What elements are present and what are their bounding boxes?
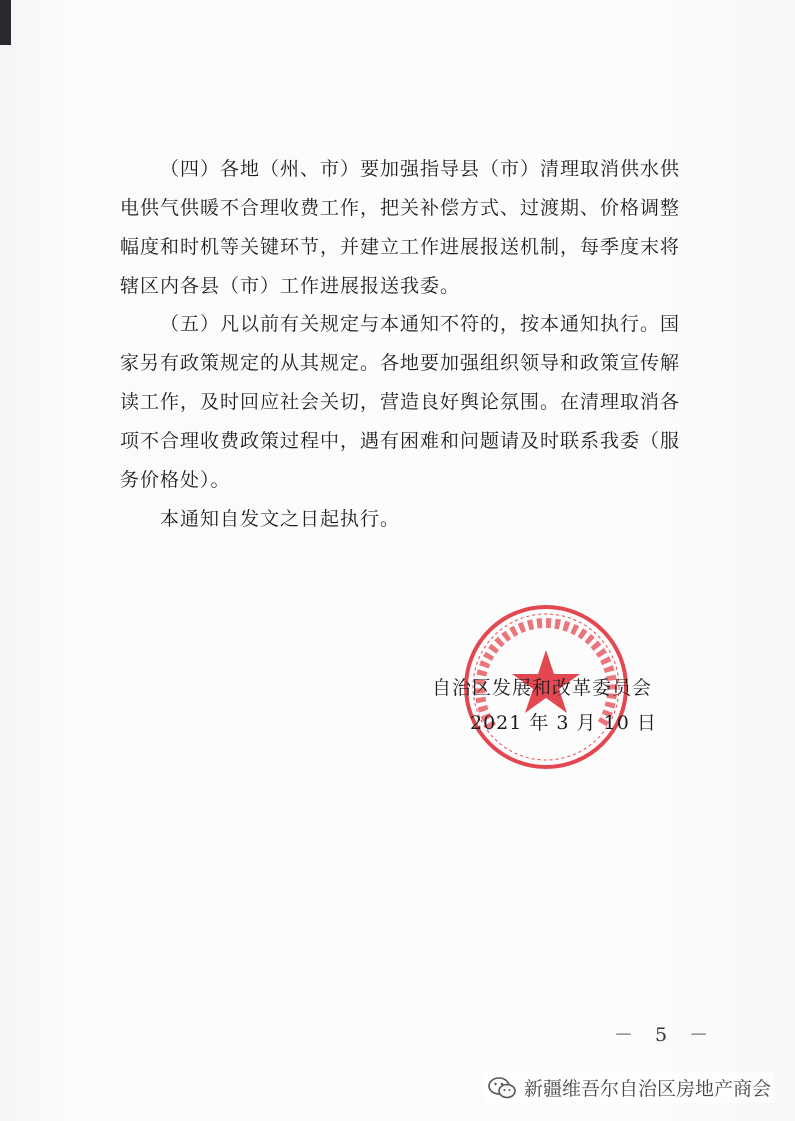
- paragraph-line: 幅度和时机等关键环节，并建立工作进展报送机制，每季度末将: [120, 236, 681, 258]
- paragraph-line: 读工作，及时回应社会关切，营造良好舆论氛围。在清理取消各: [120, 391, 681, 413]
- closing-line: 本通知自发文之日起执行。: [160, 508, 401, 530]
- paragraph-5: [120, 305, 710, 500]
- scan-edge-shadow: [0, 0, 11, 45]
- issue-date: 2021 年 3 月 10 日: [470, 712, 657, 734]
- paragraph-line: 项不合理收费政策过程中，遇有困难和问题请及时联系我委（服: [120, 430, 681, 452]
- page-number: － 5 －: [614, 1024, 717, 1046]
- wechat-watermark: [484, 1072, 775, 1103]
- paragraph-line: 辖区内各县（市）工作进展报送我委。: [120, 275, 461, 297]
- paragraph-4: [120, 150, 710, 306]
- watermark-text: 新疆维吾尔自治区房地产商会: [524, 1078, 772, 1100]
- paragraph-line: （四）各地（州、市）要加强指导县（市）清理取消供水供: [160, 158, 681, 180]
- closing-paragraph: [120, 500, 710, 539]
- wechat-icon: [488, 1077, 516, 1099]
- paragraph-line: 务价格处）。: [120, 469, 231, 491]
- issuer-signature: 自治区发展和改革委员会: [432, 677, 653, 699]
- paragraph-line: 家另有政策规定的从其规定。各地要加强组织领导和政策宣传解: [120, 352, 681, 374]
- paragraph-line: 电供气供暖不合理收费工作，把关补偿方式、过渡期、价格调整: [120, 197, 681, 219]
- paragraph-line: （五）凡以前有关规定与本通知不符的，按本通知执行。国: [160, 313, 681, 335]
